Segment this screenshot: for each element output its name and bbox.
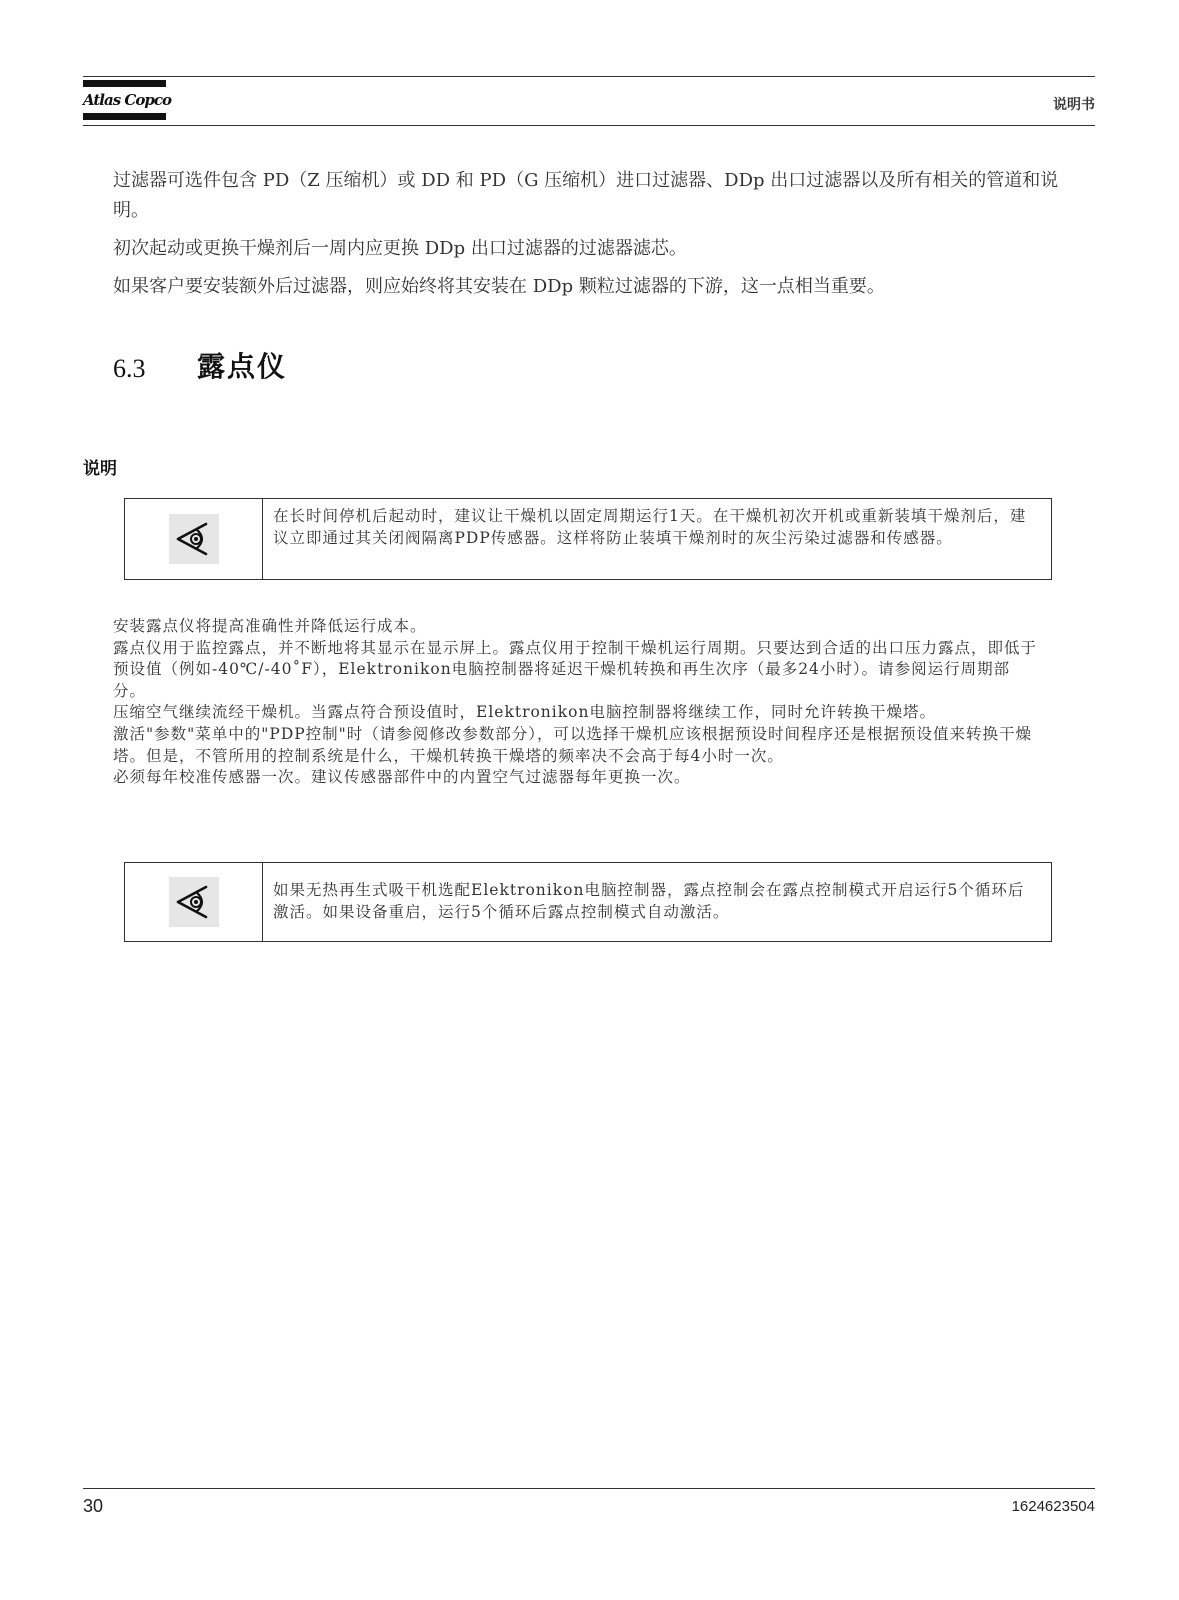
intro-paragraph: 如果客户要安装额外后过滤器，则应始终将其安装在 DDp 颗粒过滤器的下游，这一点相当重要。 bbox=[113, 276, 885, 297]
intro-section bbox=[113, 166, 1073, 310]
note-icon-cell bbox=[125, 863, 263, 941]
section-number: 6.3 bbox=[113, 354, 146, 383]
note-icon-cell bbox=[125, 499, 263, 579]
logo-wordmark: Atlas Copco bbox=[83, 91, 171, 109]
subheading-description: 说明 bbox=[83, 459, 117, 479]
note-text: 在长时间停机后起动时，建议让干燥机以固定周期运行1天。在干燥机初次开机或重新装填干燥剂后，建议立即通过其关闭阀隔离PDP传感器。这样将防止装填干燥剂时的灰尘污染过滤器和传感器。 bbox=[273, 507, 1027, 547]
footer-rule bbox=[83, 1488, 1095, 1489]
intro-paragraph: 过滤器可选件包含 PD（Z 压缩机）或 DD 和 PD（G 压缩机）进口过滤器、DDp 出口过滤器以及所有相关的管道和说明。 bbox=[113, 170, 1059, 221]
body-paragraph: 露点仪用于监控露点，并不断地将其显示在显示屏上。露点仪用于控制干燥机运行周期。只要达到合适的出口压力露点，即低于预设值（例如-40℃/-40˚F），Elektronikon电脑控制器将延迟干燥机转换和再生次序（最多24小时）。请参阅运行周期部分。 bbox=[113, 638, 1038, 700]
body-paragraph: 安装露点仪将提高准确性并降低运行成本。 bbox=[113, 617, 427, 635]
logo-bar-bottom bbox=[83, 113, 166, 120]
body-paragraph: 必须每年校准传感器一次。建议传感器部件中的内置空气过滤器每年更换一次。 bbox=[113, 768, 691, 787]
section-title: 露点仪 bbox=[197, 350, 288, 383]
document-number: 1624623504 bbox=[1011, 1498, 1095, 1515]
note-box bbox=[124, 498, 1052, 580]
page-number: 30 bbox=[83, 1496, 104, 1516]
body-text bbox=[113, 616, 1043, 789]
body-paragraph: 压缩空气继续流经干燥机。当露点符合预设值时，Elektronikon电脑控制器将继续工作，同时允许转换干燥塔。 bbox=[113, 703, 936, 722]
document-type-label: 说明书 bbox=[1053, 97, 1095, 113]
eye-icon bbox=[169, 514, 219, 564]
eye-icon bbox=[169, 877, 219, 927]
body-paragraph: 激活"参数"菜单中的"PDP控制"时（请参阅修改参数部分），可以选择干燥机应该根据预设时间程序还是根据预设值来转换干燥塔。但是，不管所用的控制系统是什么，干燥机转换干燥塔的频率决不会高于每4小时一次。 bbox=[113, 724, 1033, 765]
logo-bar-top bbox=[83, 80, 166, 87]
note-box bbox=[124, 862, 1052, 942]
atlas-copco-logo bbox=[83, 80, 171, 122]
intro-paragraph: 初次起动或更换干燥剂后一周内应更换 DDp 出口过滤器的过滤器滤芯。 bbox=[113, 238, 687, 259]
header-top-rule bbox=[83, 76, 1095, 77]
note-text: 如果无热再生式吸干机选配Elektronikon电脑控制器，露点控制会在露点控制模式开启运行5个循环后激活。如果设备重启，运行5个循环后露点控制模式自动激活。 bbox=[273, 881, 1025, 921]
header-bottom-rule bbox=[83, 125, 1095, 126]
